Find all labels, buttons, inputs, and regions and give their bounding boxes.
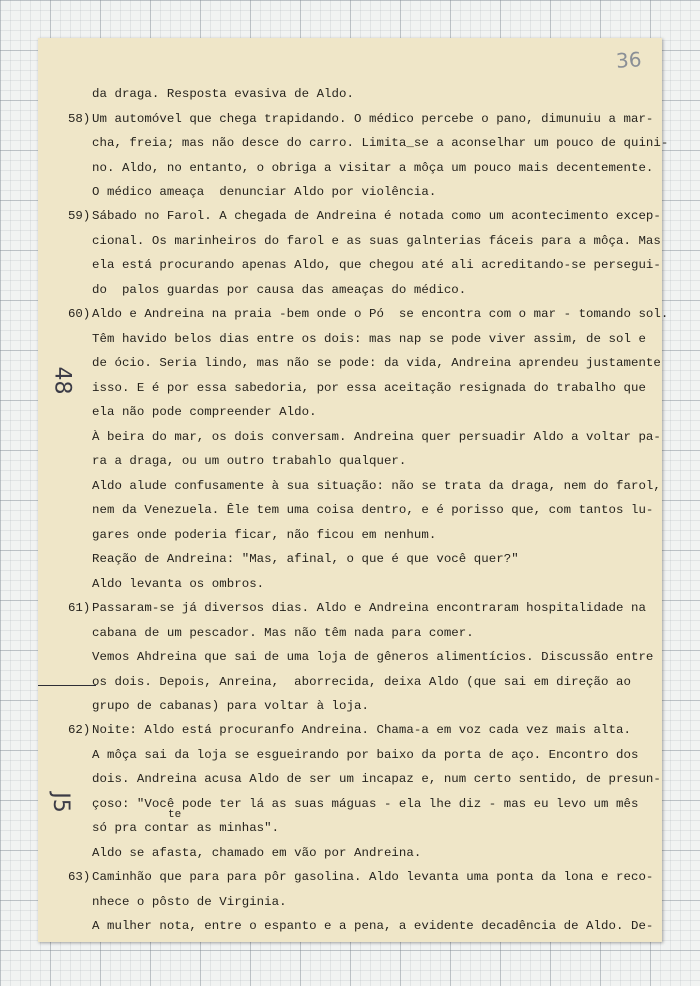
scene-line: os dois. Depois, Anreina, aborrecida, deixa Aldo (que sai em direção ao: [92, 675, 631, 689]
scene-line: Aldo se afasta, chamado em vão por Andreina.: [92, 846, 422, 860]
scene-number-63: 63): [68, 870, 91, 884]
scene-line: de ócio. Seria lindo, mas não se pode: da vida, Andreina aprendeu justamente: [92, 356, 661, 370]
scene-line: Reação de Andreina: "Mas, afinal, o que é que você quer?": [92, 552, 519, 566]
scene-line: dois. Andreina acusa Aldo de ser um incapaz e, num certo sentido, de presun-: [92, 772, 661, 786]
scene-number-62: 62): [68, 723, 91, 737]
scene-line: A môça sai da loja se esgueirando por baixo da porta de aço. Encontro dos: [92, 748, 639, 762]
scene-line: Um automóvel que chega trapidando. O médico percebe o pano, dimunuiu a mar-: [92, 112, 654, 126]
scene-line: cabana de um pescador. Mas não têm nada para comer.: [92, 626, 474, 640]
scene-line: Sábado no Farol. A chegada de Andreina é notada como um acontecimento excep-: [92, 209, 661, 223]
scene-line: gares onde poderia ficar, não ficou em nenhum.: [92, 528, 437, 542]
scene-line: só pra contar as minhas".: [92, 821, 280, 835]
scene-line: no. Aldo, no entanto, o obriga a visitar a môça um pouco mais decentemente.: [92, 161, 654, 175]
scene-line: nhece o pôsto de Virginia.: [92, 895, 287, 909]
top-line: da draga. Resposta evasiva de Aldo.: [92, 87, 354, 101]
scene-line: ra a draga, ou um outro trabahlo qualquer.: [92, 454, 407, 468]
scene-line: Aldo e Andreina na praia -bem onde o Pó se encontra com o mar - tomando sol.: [92, 307, 669, 321]
scene-line: grupo de cabanas) para voltar à loja.: [92, 699, 369, 713]
scene-line: Vemos Ahdreina que sai de uma loja de gêneros alimentícios. Discussão entre: [92, 650, 654, 664]
margin-line-mark: [38, 685, 96, 686]
scene-line: O médico ameaça denunciar Aldo por violência.: [92, 185, 437, 199]
scene-line: cha, freia; mas não desce do carro. Limita_se a aconselhar um pouco de quini-: [92, 136, 669, 150]
scene-line: Passaram-se já diversos dias. Aldo e Andreina encontraram hospitalidade na: [92, 601, 646, 615]
scene-number-61: 61): [68, 601, 91, 615]
scene-line: ela está procurando apenas Aldo, que chegou até ali acreditando-se persegui-: [92, 258, 661, 272]
scene-line: Noite: Aldo está procuranfo Andreina. Chama-a em voz cada vez mais alta.: [92, 723, 631, 737]
scene-line: A mulher nota, entre o espanto e a pena, a evidente decadência de Aldo. De-: [92, 919, 654, 933]
scene-number-60: 60): [68, 307, 91, 321]
scene-line: Caminhão que para para pôr gasolina. Aldo levanta uma ponta da lona e reco-: [92, 870, 654, 884]
scene-line: À beira do mar, os dois conversam. Andreina quer persuadir Aldo a voltar pa-: [92, 430, 661, 444]
scene-line: Aldo levanta os ombros.: [92, 577, 265, 591]
interlinear-insert: te: [168, 809, 182, 821]
scene-line: Aldo alude confusamente à sua situação: não se trata da draga, nem do farol,: [92, 479, 661, 493]
scene-line: isso. E é por essa sabedoria, por essa aceitação resignada do trabalho que: [92, 381, 646, 395]
scene-line: ela não pode compreender Aldo.: [92, 405, 317, 419]
typewritten-page: [38, 38, 669, 942]
scene-line: Têm havido belos dias entre os dois: mas nap se pode viver assim, de sol e: [92, 332, 646, 346]
margin-note-j5: J5: [47, 792, 73, 813]
scene-line: çoso: "Você pode ter lá as suas máguas - ela lhe diz - mas eu levo um mês: [92, 797, 639, 811]
scene-number-58: 58): [68, 112, 91, 126]
scene-line: do palos guardas por causa das ameaças do médico.: [92, 283, 467, 297]
scene-number-59: 59): [68, 209, 91, 223]
page-number: 36: [615, 47, 643, 73]
margin-note-48: 48: [49, 366, 75, 395]
scene-line: nem da Venezuela. Êle tem uma coisa dentro, e é porisso que, com tantos lu-: [92, 503, 654, 517]
scene-line: cional. Os marinheiros do farol e as suas galnterias fáceis para a môça. Mas: [92, 234, 661, 248]
